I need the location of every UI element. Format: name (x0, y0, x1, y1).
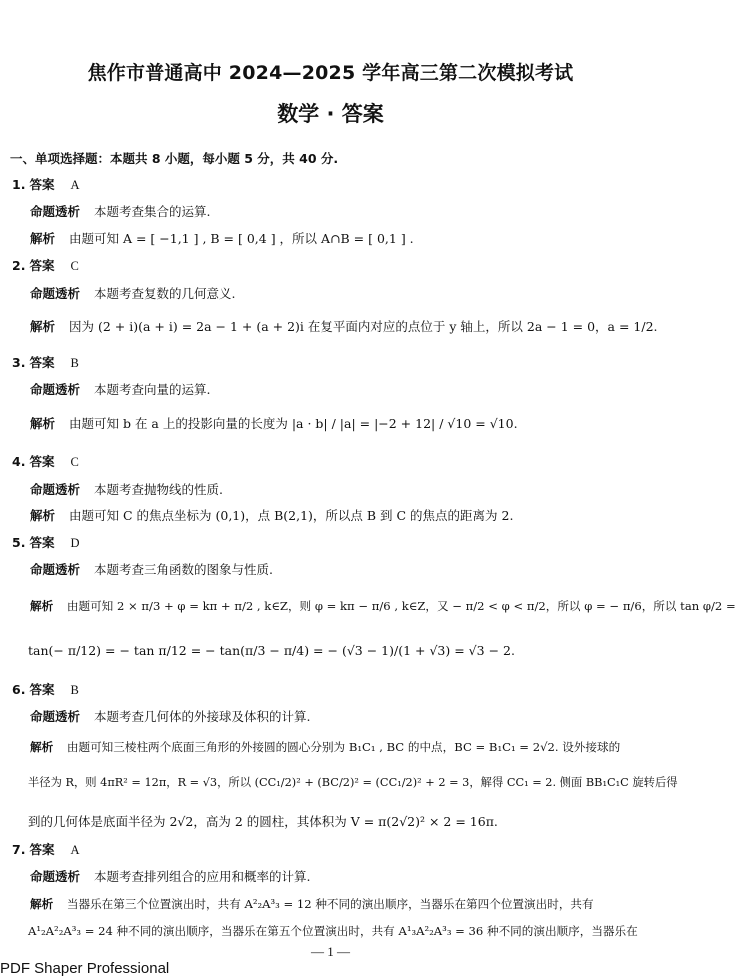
answer-value: A (70, 178, 80, 192)
watermark: PDF Shaper Professional (0, 960, 170, 977)
answer-label: 答案 (29, 842, 55, 857)
analysis-label: 解析 (30, 231, 56, 246)
intent-text: 本题考查三角函数的图象与性质. (94, 562, 273, 577)
question-number: 3. (12, 355, 26, 370)
intent-text: 本题考查抛物线的性质. (94, 482, 223, 497)
question-5-intent (30, 561, 273, 579)
question-3-answer (12, 354, 79, 372)
question-2-analysis (30, 318, 658, 336)
question-number: 4. (12, 454, 26, 469)
intent-text: 本题考查几何体的外接球及体积的计算. (94, 709, 311, 724)
analysis-text: 由题可知 b 在 a 上的投影向量的长度为 |a · b| / |a| = |−2 + 12| / √10 = √10. (69, 416, 518, 431)
question-7-analysis (30, 895, 594, 913)
answer-value: C (70, 259, 79, 273)
answer-value: B (70, 356, 79, 370)
question-3-analysis (30, 415, 518, 433)
intent-label: 命题透析 (30, 709, 81, 724)
intent-label: 命题透析 (30, 382, 81, 397)
answer-value: A (70, 843, 80, 857)
analysis-label: 解析 (30, 319, 56, 334)
answer-label: 答案 (29, 177, 55, 192)
question-1-answer (12, 176, 79, 194)
analysis-text: 因为 (2 + i)(a + i) = 2a − 1 + (a + 2)i 在复平面内对应的点位于 y 轴上，所以 2a − 1 = 0，a = 1/2. (69, 319, 658, 334)
question-5-answer (12, 534, 79, 552)
question-7-answer (12, 841, 79, 859)
intent-label: 命题透析 (30, 869, 81, 884)
question-6-answer (12, 681, 79, 699)
question-4-analysis (30, 507, 513, 525)
analysis-label: 解析 (30, 897, 54, 911)
intent-text: 本题考查集合的运算. (94, 204, 211, 219)
analysis-label: 解析 (30, 740, 54, 754)
analysis-text: 由题可知三棱柱两个底面三角形的外接圆的圆心分别为 B₁C₁ , BC 的中点，BC = B₁C₁ = 2√2. 设外接球的 (66, 740, 621, 754)
question-5-analysis-continued: tan(− π/12) = − tan π/12 = − tan(π/3 − π/4) = − (√3 − 1)/(1 + √3) = √3 − 2. (28, 643, 515, 658)
answer-label: 答案 (29, 535, 55, 550)
intent-text: 本题考查向量的运算. (94, 382, 211, 397)
question-number: 2. (12, 258, 26, 273)
analysis-label: 解析 (30, 599, 54, 613)
answer-value: D (70, 536, 80, 550)
question-5-analysis (30, 597, 736, 615)
intent-label: 命题透析 (30, 482, 81, 497)
question-4-answer (12, 453, 79, 471)
question-6-analysis-continued: 半径为 R，则 4πR² = 12π，R = √3，所以 (CC₁/2)² + (BC/2)² = (CC₁/2)² + 2 = 3，解得 CC₁ = 2. 侧面 BB₁C₁C 旋转后得 (28, 776, 678, 789)
analysis-text: 由题可知 A = [ −1,1 ] , B = [ 0,4 ] ，所以 A∩B = [ 0,1 ] . (69, 231, 414, 246)
answer-label: 答案 (29, 454, 55, 469)
analysis-text: 由题可知 C 的焦点坐标为 (0,1)，点 B(2,1)，所以点 B 到 C 的焦点的距离为 2. (69, 508, 514, 523)
question-2-intent (30, 285, 235, 303)
intent-label: 命题透析 (30, 562, 81, 577)
question-6-analysis-continued-2: 到的几何体是底面半径为 2√2，高为 2 的圆柱，其体积为 V = π(2√2)² × 2 = 16π. (28, 814, 498, 829)
page-number: — 1 — (311, 944, 350, 959)
answer-label: 答案 (29, 258, 55, 273)
question-number: 7. (12, 842, 26, 857)
question-number: 1. (12, 177, 26, 192)
intent-label: 命题透析 (30, 204, 81, 219)
answer-label: 答案 (29, 355, 55, 370)
intent-text: 本题考查排列组合的应用和概率的计算. (94, 869, 311, 884)
question-3-intent (30, 381, 210, 399)
analysis-label: 解析 (30, 508, 56, 523)
answer-value: B (70, 683, 79, 697)
section-heading: 一、单项选择题：本题共 8 小题，每小题 5 分，共 40 分. (10, 151, 339, 166)
intent-label: 命题透析 (30, 286, 81, 301)
exam-title: 焦作市普通高中 2024—2025 学年高三第二次模拟考试 (87, 62, 574, 84)
question-2-answer (12, 257, 79, 275)
answer-label: 答案 (29, 682, 55, 697)
question-4-intent (30, 481, 223, 499)
question-number: 6. (12, 682, 26, 697)
question-6-intent (30, 708, 310, 726)
intent-text: 本题考查复数的几何意义. (94, 286, 236, 301)
question-1-intent (30, 203, 210, 221)
analysis-label: 解析 (30, 416, 56, 431)
question-number: 5. (12, 535, 26, 550)
question-1-analysis (30, 230, 414, 248)
answer-value: C (70, 455, 79, 469)
exam-subtitle: 数学 · 答案 (277, 102, 384, 126)
question-7-analysis-continued: A¹₂A²₂A³₃ = 24 种不同的演出顺序，当器乐在第五个位置演出时，共有 A¹₃A²₂A³₃ = 36 种不同的演出顺序，当器乐在 (28, 924, 638, 938)
question-7-intent (30, 868, 310, 886)
analysis-text: 由题可知 2 × π/3 + φ = kπ + π/2 , k∈Z，则 φ = kπ − π/6 , k∈Z，又 − π/2 < φ < π/2，所以 φ = − π/6，所以 tan φ/2 = (66, 599, 736, 613)
analysis-text: 当器乐在第三个位置演出时，共有 A²₂A³₃ = 12 种不同的演出顺序，当器乐在第四个位置演出时，共有 (66, 897, 594, 911)
question-6-analysis (30, 738, 620, 756)
